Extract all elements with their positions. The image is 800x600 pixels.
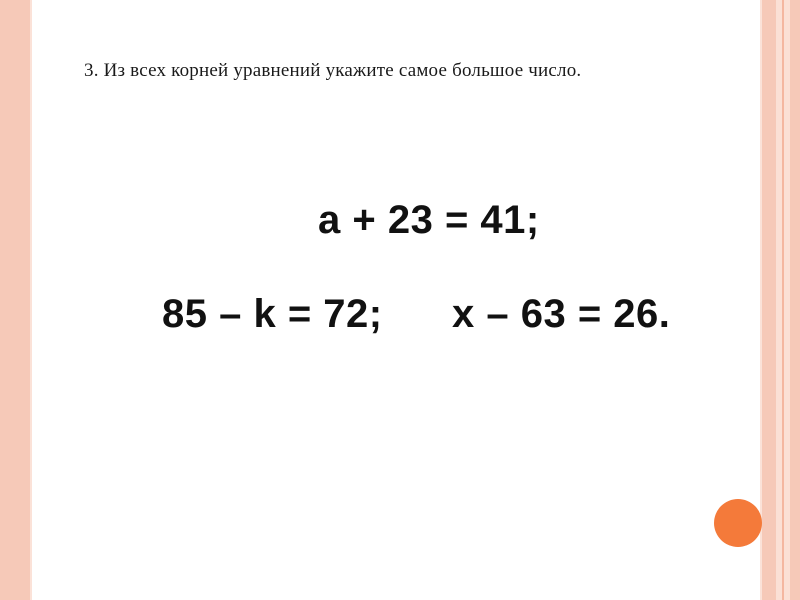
left-decorative-border: [0, 0, 30, 600]
decorative-circle: [714, 499, 762, 547]
equation-3: x – 63 = 26.: [452, 292, 671, 336]
right-border-line: [782, 0, 784, 600]
task-text: 3. Из всех корней уравнений укажите самое большое число.: [84, 60, 582, 81]
equation-2: 85 – k = 72;: [162, 292, 383, 336]
equation-1: a + 23 = 41;: [318, 198, 540, 242]
left-border-line: [30, 0, 32, 600]
right-border-edge: [760, 0, 762, 600]
